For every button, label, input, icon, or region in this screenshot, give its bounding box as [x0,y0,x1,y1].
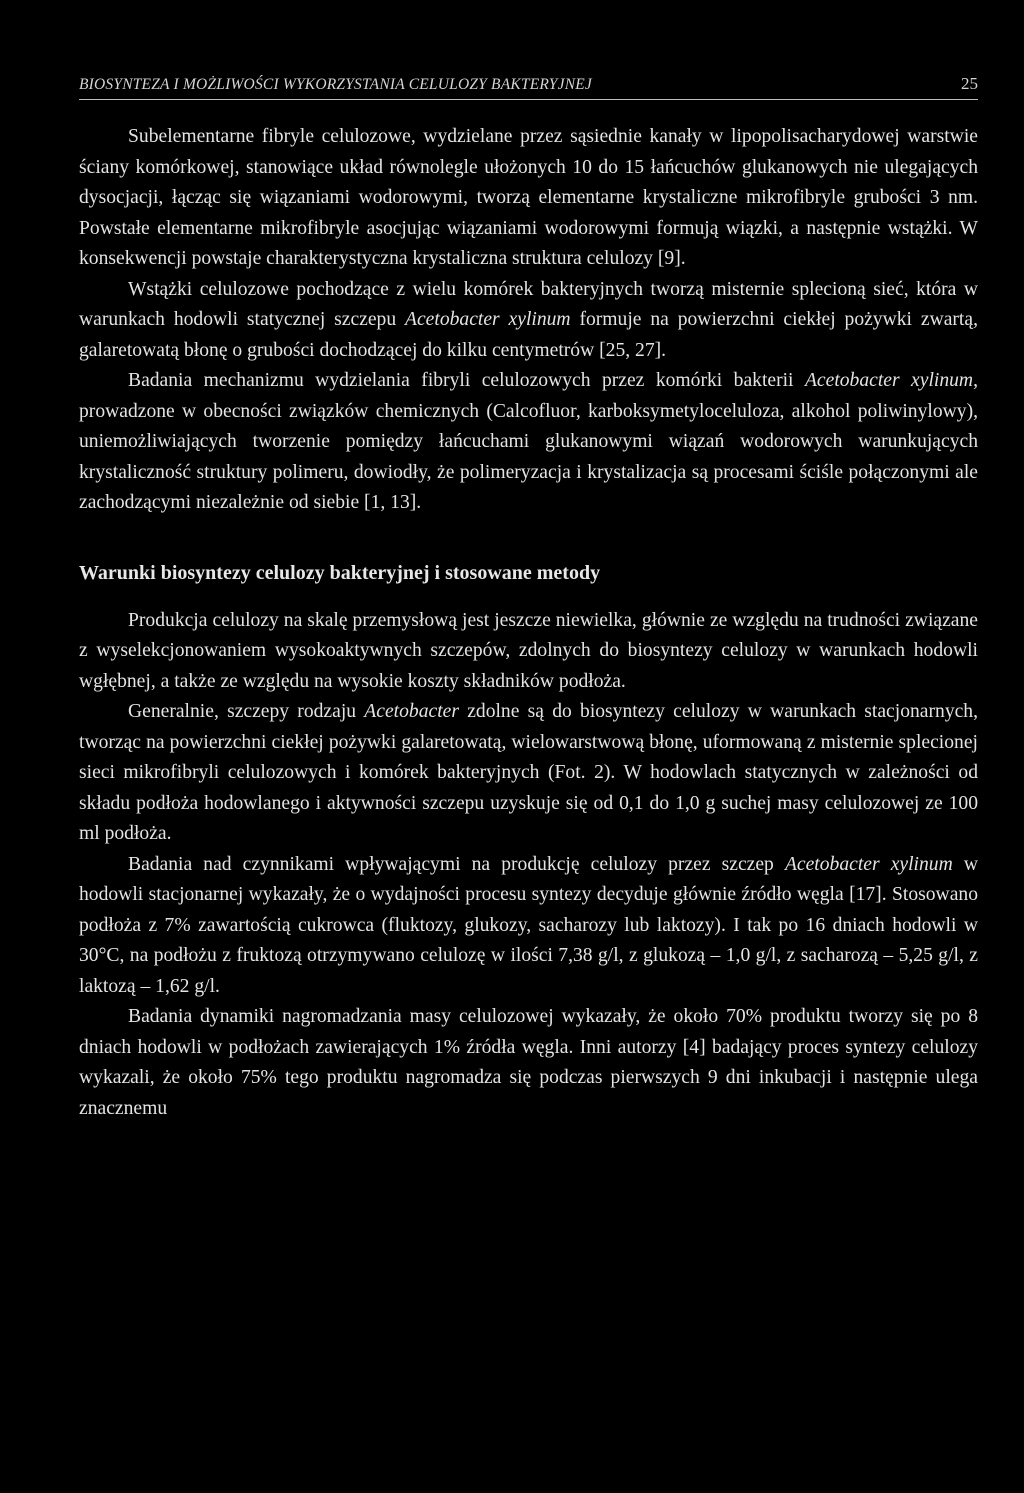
species-name: Acetobacter xylinum [784,853,953,875]
paragraph-text: Generalnie, szczepy rodzaju [128,701,365,722]
paragraph [79,850,978,1003]
species-name: Acetobacter xylinum [804,370,974,391]
paragraph-text: Badania nad czynnikami wpływającymi na produkcję celulozy przez szczep [128,853,785,875]
page-number: 25 [961,74,978,93]
paragraph-text: formuje na powierzchni ciekłej pożywki zwartą, galaretowatą błonę o grubości dochodzącej do kilku centymetrów [25, 27]. [79,309,978,361]
section-heading: Warunki biosyntezy celulozy bakteryjnej i stosowane metody [79,561,601,584]
species-name: Acetobacter xylinum [405,309,571,330]
paragraph: Produkcja celulozy na skalę przemysłową jest jeszcze niewielka, głównie ze względu na trudności związane z wyselekcjonowaniem wysokoaktywnych szczepów, zdolnych do biosyntezy celulozy w warunkach hodowli wgłębnej, a także ze względu na wysokie koszty składników podłoża. [79,609,978,692]
body-text [79,122,978,1124]
paragraph [79,366,978,519]
paragraph: Subelementarne fibryle celulozowe, wydzielane przez sąsiednie kanały w lipopolisacharydowej warstwie ściany komórkowej, stanowiące układ równolegle ułożonych 10 do 15 łańcuchów glukanowych nie ulegających dysocjacji, łącząc się wiązaniami wodorowymi, tworzą elementarne krystaliczne mikrofibryle grubości 3 nm. Powstałe elementarne mikrofibryle asocjując wiązaniami wodorowymi formują wiązki, a następnie wstążki. W konsekwencji powstaje charakterystyczna krystaliczna struktura celulozy [9]. [79,126,978,269]
paragraph [79,275,978,367]
paragraph-text: zdolne są do biosyntezy celulozy w warunkach stacjonarnych, tworząc na powierzchni ciekłej pożywki galaretowatą, wielowarstwową błonę, uformowaną z misternie splecionej sieci mikrofibryli celulozowych i komórek bakteryjnych (Fot. 2). W hodowlach statycznych w zależności od składu podłoża hodowlanego i aktywności szczepu uzyskuje się od 0,1 do 1,0 g suchej masy celulozowej ze 100 ml podłoża. [79,701,979,844]
genus-name: Acetobacter [364,701,459,722]
running-header [79,74,978,100]
paragraph-text: w hodowli stacjonarnej wykazały, że o wydajności procesu syntezy decyduje głównie źródło węgla [17]. Stosowano podłoża z 7% zawartością cukrowca (fluktozy, glukozy, sacharozy lub laktozy). I tak po 16 dniach hodowli w 30°C, na podłożu z fruktozą otrzymywano celulozę w ilości 7,38 g/l, z glukozą – 1,0 g/l, z sacharozą – 5,25 g/l, z laktozą – 1,62 g/l. [79,853,978,997]
paragraph: Badania dynamiki nagromadzania masy celulozowej wykazały, że około 70% produktu tworzy się po 8 dniach hodowli w podłożach zawierających 1% źródła węgla. Inni autorzy [4] badający proces syntezy celulozy wykazali, że około 75% tego produktu nagromadza się podczas pierwszych 9 dni inkubacji i następnie ulega znacznemu [79,1006,978,1119]
running-title: BIOSYNTEZA I MOŻLIWOŚCI WYKORZYSTANIA CELULOZY BAKTERYJNEJ [79,76,592,93]
paragraph-text: Wstążki celulozowe pochodzące z wielu komórek bakteryjnych tworzą misternie splecioną sieć, która w warunkach hodowli statycznej szczepu [79,278,978,330]
paragraph-text: Badania mechanizmu wydzielania fibryli celulozowych przez komórki bakterii [128,370,805,391]
paragraph-text: , prowadzone w obecności związków chemicznych (Calcofluor, karboksymetyloceluloza, alkohol poliwinylowy), uniemożliwiających tworzenie pomiędzy łańcuchami glukanowymi wiązań wodorowych warunkujących krystaliczność struktury polimeru, dowiodły, że polimeryzacja i krystalizacja są procesami ściśle połączonymi ale zachodzącymi niezależnie od siebie [1, 13]. [79,370,978,513]
paragraph [79,697,978,850]
